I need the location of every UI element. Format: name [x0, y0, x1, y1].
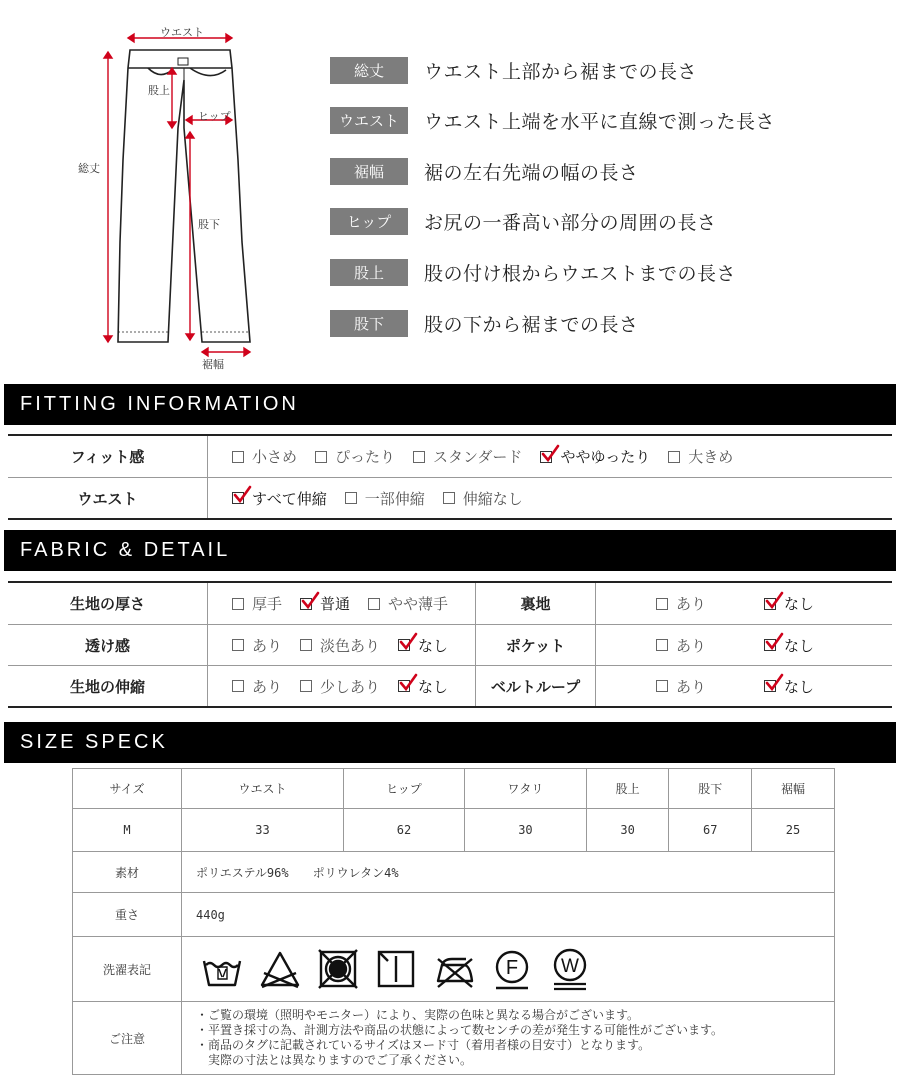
checkbox-option[interactable]	[232, 446, 297, 467]
checkbox-label: 大きめ	[688, 448, 734, 466]
checkbox[interactable]	[232, 680, 244, 692]
fitting-table	[8, 434, 892, 520]
fabric-row	[8, 583, 892, 625]
checkbox-option[interactable]	[232, 488, 327, 509]
legend-desc: お尻の一番高い部分の周囲の長さ	[424, 211, 717, 234]
fabric-row	[8, 666, 892, 708]
row-options	[208, 625, 476, 665]
checkbox[interactable]	[232, 492, 244, 504]
checkbox[interactable]	[300, 680, 312, 692]
size-header-cell: ウエスト	[182, 769, 344, 809]
checkbox-label: あり	[252, 636, 283, 655]
size-value-cell: 25	[752, 809, 835, 852]
check-mark-icon	[398, 632, 418, 652]
legend-desc: ウエスト上部から裾までの長さ	[424, 60, 698, 83]
checkbox-option[interactable]	[232, 676, 282, 697]
size-value-cell: 30	[586, 809, 669, 852]
care-label: 洗濯表記	[73, 937, 182, 1002]
checkbox-option[interactable]	[764, 676, 814, 697]
size-header-cell: 股下	[669, 769, 752, 809]
size-header-cell: ヒップ	[343, 769, 464, 809]
legend-desc: 裾の左右先端の幅の長さ	[424, 161, 639, 184]
size-value-cell: 62	[343, 809, 464, 852]
note-line: ・商品のタグに記載されているサイズはヌード寸（着用者様の目安寸）となります。	[196, 1038, 651, 1052]
checkbox[interactable]	[345, 492, 357, 504]
checkbox[interactable]	[764, 680, 776, 692]
svg-text:W: W	[561, 956, 579, 977]
legend-tag: 股上	[330, 259, 408, 286]
checkbox-option[interactable]	[540, 446, 650, 467]
checkbox-label: 厚手	[252, 595, 283, 613]
legend-tag: 総丈	[330, 57, 408, 84]
checkbox-label: 一部伸縮	[364, 489, 425, 508]
pants-outline	[118, 50, 250, 342]
legend-tag: 股下	[330, 310, 408, 337]
diagram-label-length: 総丈	[78, 162, 100, 175]
checkbox[interactable]	[232, 639, 244, 651]
checkbox-option[interactable]	[398, 635, 448, 656]
checkbox-label: スタンダード	[433, 448, 523, 466]
row-options	[208, 436, 751, 477]
wash-tub-icon	[200, 947, 244, 991]
checkbox-option[interactable]	[656, 676, 706, 697]
size-value-cell: 33	[182, 809, 344, 852]
legend-desc: 股の下から裾までの長さ	[424, 313, 639, 336]
checkbox[interactable]	[656, 680, 668, 692]
material-value: ポリエステル96% ポリウレタン4%	[182, 852, 835, 893]
note-line: 実際の寸法とは異なりますのでご了承ください。	[196, 1053, 473, 1067]
checkbox-option[interactable]	[368, 593, 448, 614]
size-header-cell: 裾幅	[752, 769, 835, 809]
checkbox-label: なし	[784, 595, 815, 613]
checkbox-option[interactable]	[398, 676, 448, 697]
row-label: 生地の厚さ	[8, 583, 208, 624]
checkbox-label: あり	[675, 636, 706, 655]
checkbox-label: あり	[675, 595, 706, 613]
row-label: フィット感	[8, 436, 208, 477]
checkbox-option[interactable]	[300, 635, 380, 656]
checkbox[interactable]	[656, 598, 668, 610]
line-dry-shade-icon	[374, 947, 418, 991]
checkbox-option[interactable]	[656, 593, 706, 614]
checkbox-label: なし	[418, 636, 449, 655]
check-mark-icon	[540, 444, 560, 464]
checkbox[interactable]	[764, 598, 776, 610]
svg-text:F: F	[505, 957, 519, 979]
legend-desc: 股の付け根からウエストまでの長さ	[424, 262, 737, 285]
fitting-row	[8, 478, 892, 520]
row-options	[208, 583, 476, 624]
legend-row	[330, 206, 717, 236]
legend-tag: ヒップ	[330, 208, 408, 235]
checkbox[interactable]	[398, 680, 410, 692]
checkbox-label: 淡色あり	[320, 636, 381, 655]
checkbox-label: あり	[675, 677, 706, 696]
diagram-label-rise: 股上	[148, 84, 170, 97]
pants-illustration	[60, 20, 310, 380]
checkbox[interactable]	[398, 639, 410, 651]
row-options-2	[596, 625, 892, 665]
legend-row	[330, 257, 736, 287]
size-section-header: SIZE SPECK	[4, 722, 896, 763]
checkbox-option[interactable]	[413, 446, 522, 467]
checkbox-option[interactable]	[300, 593, 350, 614]
checkbox[interactable]	[413, 451, 425, 463]
row-options	[208, 478, 541, 518]
weight-label: 重さ	[73, 893, 182, 937]
legend-tag: ウエスト	[330, 107, 408, 134]
checkbox-label: 小さめ	[252, 448, 298, 466]
row-options-2	[596, 666, 892, 706]
diagram-label-inseam: 股下	[198, 218, 220, 231]
row-label-2: 裏地	[476, 583, 596, 624]
legend-row	[330, 55, 697, 85]
checkbox-option[interactable]	[668, 446, 733, 467]
measurement-lines	[104, 34, 250, 356]
no-tumble-dry-icon	[316, 947, 360, 991]
check-mark-icon	[398, 673, 418, 693]
dry-clean-f-icon	[490, 947, 534, 991]
row-label-2: ポケット	[476, 625, 596, 665]
legend-row	[330, 156, 639, 186]
fabric-table	[8, 581, 892, 708]
size-value-cell: M	[73, 809, 182, 852]
checkbox-label: ややゆったり	[560, 448, 651, 466]
checkbox-option[interactable]	[300, 676, 380, 697]
row-label: 透け感	[8, 625, 208, 665]
legend-desc: ウエスト上端を水平に直線で測った長さ	[424, 110, 776, 133]
checkbox-option[interactable]	[232, 635, 282, 656]
checkbox-label: なし	[784, 636, 815, 655]
checkbox[interactable]	[315, 451, 327, 463]
diagram-label-hip: ヒップ	[198, 110, 231, 123]
checkbox-label: 少しあり	[320, 677, 381, 696]
care-icons	[182, 937, 835, 1002]
fitting-row	[8, 436, 892, 478]
checkbox[interactable]	[232, 451, 244, 463]
checkbox-label: 普通	[320, 595, 351, 613]
size-header-cell: 股上	[586, 769, 669, 809]
checkbox-option[interactable]	[764, 635, 814, 656]
fabric-row	[8, 625, 892, 666]
checkbox-option[interactable]	[443, 488, 523, 509]
checkbox-label: やや薄手	[388, 595, 449, 613]
size-value-row	[73, 809, 835, 852]
care-row	[73, 937, 835, 1002]
checkbox-option[interactable]	[345, 488, 425, 509]
diagram-label-waist: ウエスト	[160, 26, 204, 39]
checkbox-option[interactable]	[232, 593, 282, 614]
legend-tag: 裾幅	[330, 158, 408, 185]
checkbox[interactable]	[764, 639, 776, 651]
checkbox[interactable]	[232, 598, 244, 610]
notes-row	[73, 1002, 835, 1075]
size-header-cell: サイズ	[73, 769, 182, 809]
pants-diagram	[60, 20, 310, 380]
wet-clean-w-icon	[548, 947, 592, 991]
fitting-section-header: FITTING INFORMATION	[4, 384, 896, 425]
checkbox[interactable]	[656, 639, 668, 651]
row-label: ウエスト	[8, 478, 208, 518]
notes-text	[182, 1002, 835, 1075]
size-value-cell: 30	[465, 809, 587, 852]
check-mark-icon	[764, 591, 784, 611]
checkbox-option[interactable]	[656, 635, 706, 656]
row-label: 生地の伸縮	[8, 666, 208, 706]
checkbox[interactable]	[300, 639, 312, 651]
checkbox-label: なし	[418, 677, 449, 696]
size-header-cell: ワタリ	[465, 769, 587, 809]
size-value-cell: 67	[669, 809, 752, 852]
legend-row	[330, 105, 775, 135]
row-options-2	[596, 583, 892, 624]
size-header-row	[73, 769, 835, 809]
checkbox-option[interactable]	[315, 446, 395, 467]
checkbox[interactable]	[368, 598, 380, 610]
weight-row	[73, 893, 835, 937]
check-mark-icon	[764, 632, 784, 652]
size-table	[72, 768, 835, 1075]
note-line: ・平置き採寸の為、計測方法や商品の状態によって数センチの差が発生する可能性がございます。	[196, 1023, 724, 1037]
check-mark-icon	[232, 485, 252, 505]
weight-value: 440g	[182, 893, 835, 937]
material-label: 素材	[73, 852, 182, 893]
check-mark-icon	[300, 591, 320, 611]
checkbox[interactable]	[443, 492, 455, 504]
checkbox-label: なし	[784, 677, 815, 696]
checkbox[interactable]	[668, 451, 680, 463]
fabric-section-header: FABRIC & DETAIL	[4, 530, 896, 571]
checkbox-option[interactable]	[764, 593, 814, 614]
row-options	[208, 666, 476, 706]
checkbox[interactable]	[540, 451, 552, 463]
checkbox[interactable]	[300, 598, 312, 610]
diagram-label-hem: 裾幅	[202, 358, 224, 371]
checkbox-label: 伸縮なし	[462, 489, 523, 508]
note-line: ・ご覧の環境（照明やモニター）により、実際の色味と異なる場合がございます。	[196, 1008, 640, 1022]
no-iron-icon	[432, 947, 476, 991]
notes-label: ご注意	[73, 1002, 182, 1075]
material-row	[73, 852, 835, 893]
checkbox-label: ぴったり	[335, 448, 396, 466]
row-label-2: ベルトループ	[476, 666, 596, 706]
checkbox-label: あり	[252, 677, 283, 696]
no-bleach-icon	[258, 947, 302, 991]
checkbox-label: すべて伸縮	[252, 489, 327, 508]
legend-row	[330, 308, 639, 338]
check-mark-icon	[764, 673, 784, 693]
